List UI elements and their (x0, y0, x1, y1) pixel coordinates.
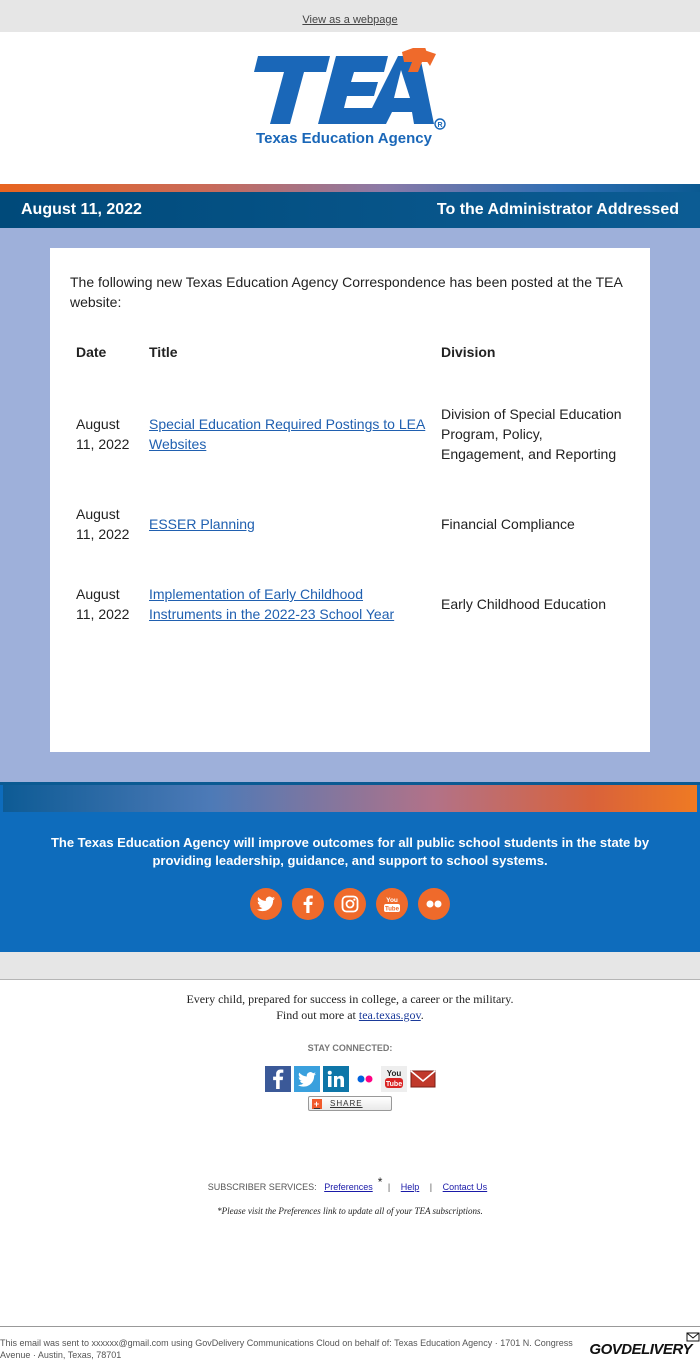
preferences-link[interactable]: Preferences (324, 1181, 373, 1192)
youtube-icon[interactable] (376, 888, 408, 920)
separator: | (429, 1181, 433, 1192)
row-title-link[interactable]: Implementation of Early Childhood Instruments in the 2022-23 School Year (149, 586, 395, 622)
tagline-line-1: Every child, prepared for success in college, a career or the military. (186, 992, 514, 1006)
row-division: Division of Special Education Program, Policy, Engagement, and Reporting (441, 406, 622, 462)
share-label: SHARE (330, 1099, 363, 1108)
posting-date: August 11, 2022 (21, 201, 142, 218)
intro-text: The following new Texas Education Agency Correspondence has been posted at the TEA website: (70, 274, 623, 310)
social-links (0, 888, 700, 920)
flickr-icon[interactable] (418, 888, 450, 920)
row-date: August 11, 2022 (76, 506, 130, 542)
facebook-icon[interactable] (265, 1066, 291, 1092)
svg-text:You: You (386, 897, 398, 904)
stay-connected-label: STAY CONNECTED: (307, 1043, 393, 1053)
tagline (0, 980, 700, 1023)
govdelivery-footer (0, 980, 700, 1216)
footer-gradient-strip (3, 785, 697, 812)
bottom-notice (0, 1326, 700, 1366)
add-icon: + (313, 1098, 321, 1109)
email-notice: This email was sent to xxxxxx@gmail.com using GovDelivery Communications Cloud on behalf of: Texas Education Agency · 1701 N. Congress Avenue · Austin, Texas, 78701 (0, 1338, 573, 1360)
svg-text:Texas Education Agency: Texas Education Agency (256, 130, 432, 147)
govdelivery-logo[interactable]: GOVDELIVERY (589, 1341, 692, 1358)
table-row (70, 484, 630, 564)
date-bar (0, 192, 700, 228)
content-background (0, 228, 700, 782)
row-division: Early Childhood Education (441, 596, 606, 612)
header-gradient-strip (0, 184, 700, 192)
view-as-webpage-link[interactable]: View as a webpage (302, 14, 398, 26)
facebook-icon[interactable] (292, 888, 324, 920)
tea-footer (0, 785, 700, 952)
subscriber-services (0, 1175, 700, 1192)
row-title-link[interactable]: Special Education Required Postings to LEA Websites (149, 416, 426, 452)
preferences-note: *Please visit the Preferences link to update all of your TEA subscriptions. (217, 1205, 483, 1216)
twitter-icon[interactable] (250, 888, 282, 920)
table-row (70, 564, 630, 644)
table-header-row (70, 330, 630, 384)
tagline-line-2: Find out more at (276, 1008, 359, 1022)
correspondence-card (50, 248, 650, 752)
help-link[interactable]: Help (400, 1181, 420, 1192)
linkedin-icon[interactable] (323, 1066, 349, 1092)
footer-spacer (0, 952, 700, 980)
tagline-period: . (420, 1008, 424, 1022)
logo-area (0, 32, 700, 184)
twitter-icon[interactable] (294, 1066, 320, 1092)
separator: | (387, 1181, 391, 1192)
table-row (70, 384, 630, 484)
svg-text:R: R (437, 122, 443, 129)
svg-text:Tube: Tube (385, 906, 399, 913)
asterisk: * (377, 1174, 383, 1189)
header-date: Date (76, 344, 107, 360)
instagram-icon[interactable] (334, 888, 366, 920)
row-title-link[interactable]: ESSER Planning (149, 516, 255, 532)
tea-logo[interactable] (252, 48, 452, 178)
mission-statement: The Texas Education Agency will improve outcomes for all public school students in the state by providing leadership, guidance, and support to school systems. (50, 835, 650, 868)
email-icon[interactable] (410, 1066, 436, 1092)
correspondence-table (70, 330, 630, 644)
row-date: August 11, 2022 (76, 586, 130, 622)
header-title: Title (149, 344, 178, 360)
youtube-icon[interactable] (381, 1066, 407, 1092)
row-date: August 11, 2022 (76, 416, 130, 452)
stay-connected-icons (0, 1066, 700, 1092)
top-bar (0, 0, 700, 32)
svg-text:You: You (386, 1069, 401, 1078)
share-button[interactable] (308, 1096, 392, 1111)
contact-us-link[interactable]: Contact Us (442, 1181, 488, 1192)
flickr-icon[interactable] (352, 1066, 378, 1092)
header-division: Division (441, 344, 496, 360)
svg-text:Tube: Tube (385, 1081, 402, 1088)
audience-label: To the Administrator Addressed (436, 201, 679, 218)
tea-website-link[interactable]: tea.texas.gov (358, 1008, 421, 1022)
row-division: Financial Compliance (441, 516, 575, 532)
subscriber-services-label: SUBSCRIBER SERVICES: (207, 1181, 317, 1192)
